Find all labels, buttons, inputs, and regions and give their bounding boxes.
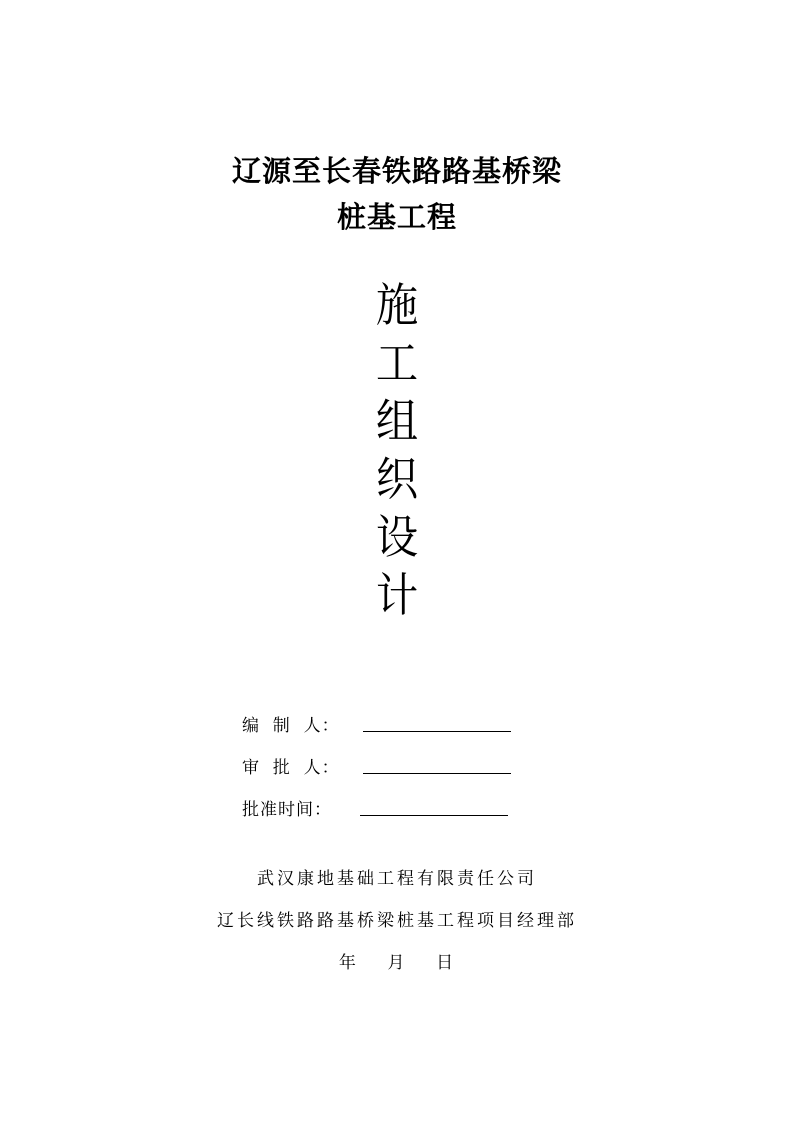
- date-line: 年 月 日: [338, 953, 456, 973]
- document-title: [0, 148, 794, 240]
- approval-time-row: [242, 778, 511, 820]
- department-name: 辽长线铁路路基桥梁桩基工程项目经理部: [217, 911, 577, 931]
- company-name: 武汉康地基础工程有限责任公司: [257, 869, 537, 889]
- document-type-char: 组: [375, 394, 419, 448]
- title-line-2: 桩基工程: [336, 200, 457, 234]
- title-line-1: 辽源至长春铁路路基桥梁: [231, 154, 562, 188]
- document-type-char: 工: [375, 336, 419, 390]
- footer: [0, 858, 794, 984]
- approval-time-line: [360, 795, 508, 816]
- document-type-char: 织: [375, 452, 419, 506]
- document-type-char: 施: [375, 278, 419, 332]
- reviewer-row: [242, 736, 511, 778]
- compiler-signature-line: [363, 711, 511, 732]
- reviewer-label: 审 批 人：: [242, 758, 340, 778]
- approval-time-label: 批准时间：: [242, 800, 332, 820]
- document-type-vertical: [0, 276, 794, 624]
- document-type-char: 设: [375, 510, 419, 564]
- signature-block: [242, 694, 511, 820]
- document-type-char: 计: [375, 568, 419, 622]
- compiler-label: 编 制 人：: [242, 716, 340, 736]
- reviewer-signature-line: [363, 753, 511, 774]
- compiler-row: [242, 694, 511, 736]
